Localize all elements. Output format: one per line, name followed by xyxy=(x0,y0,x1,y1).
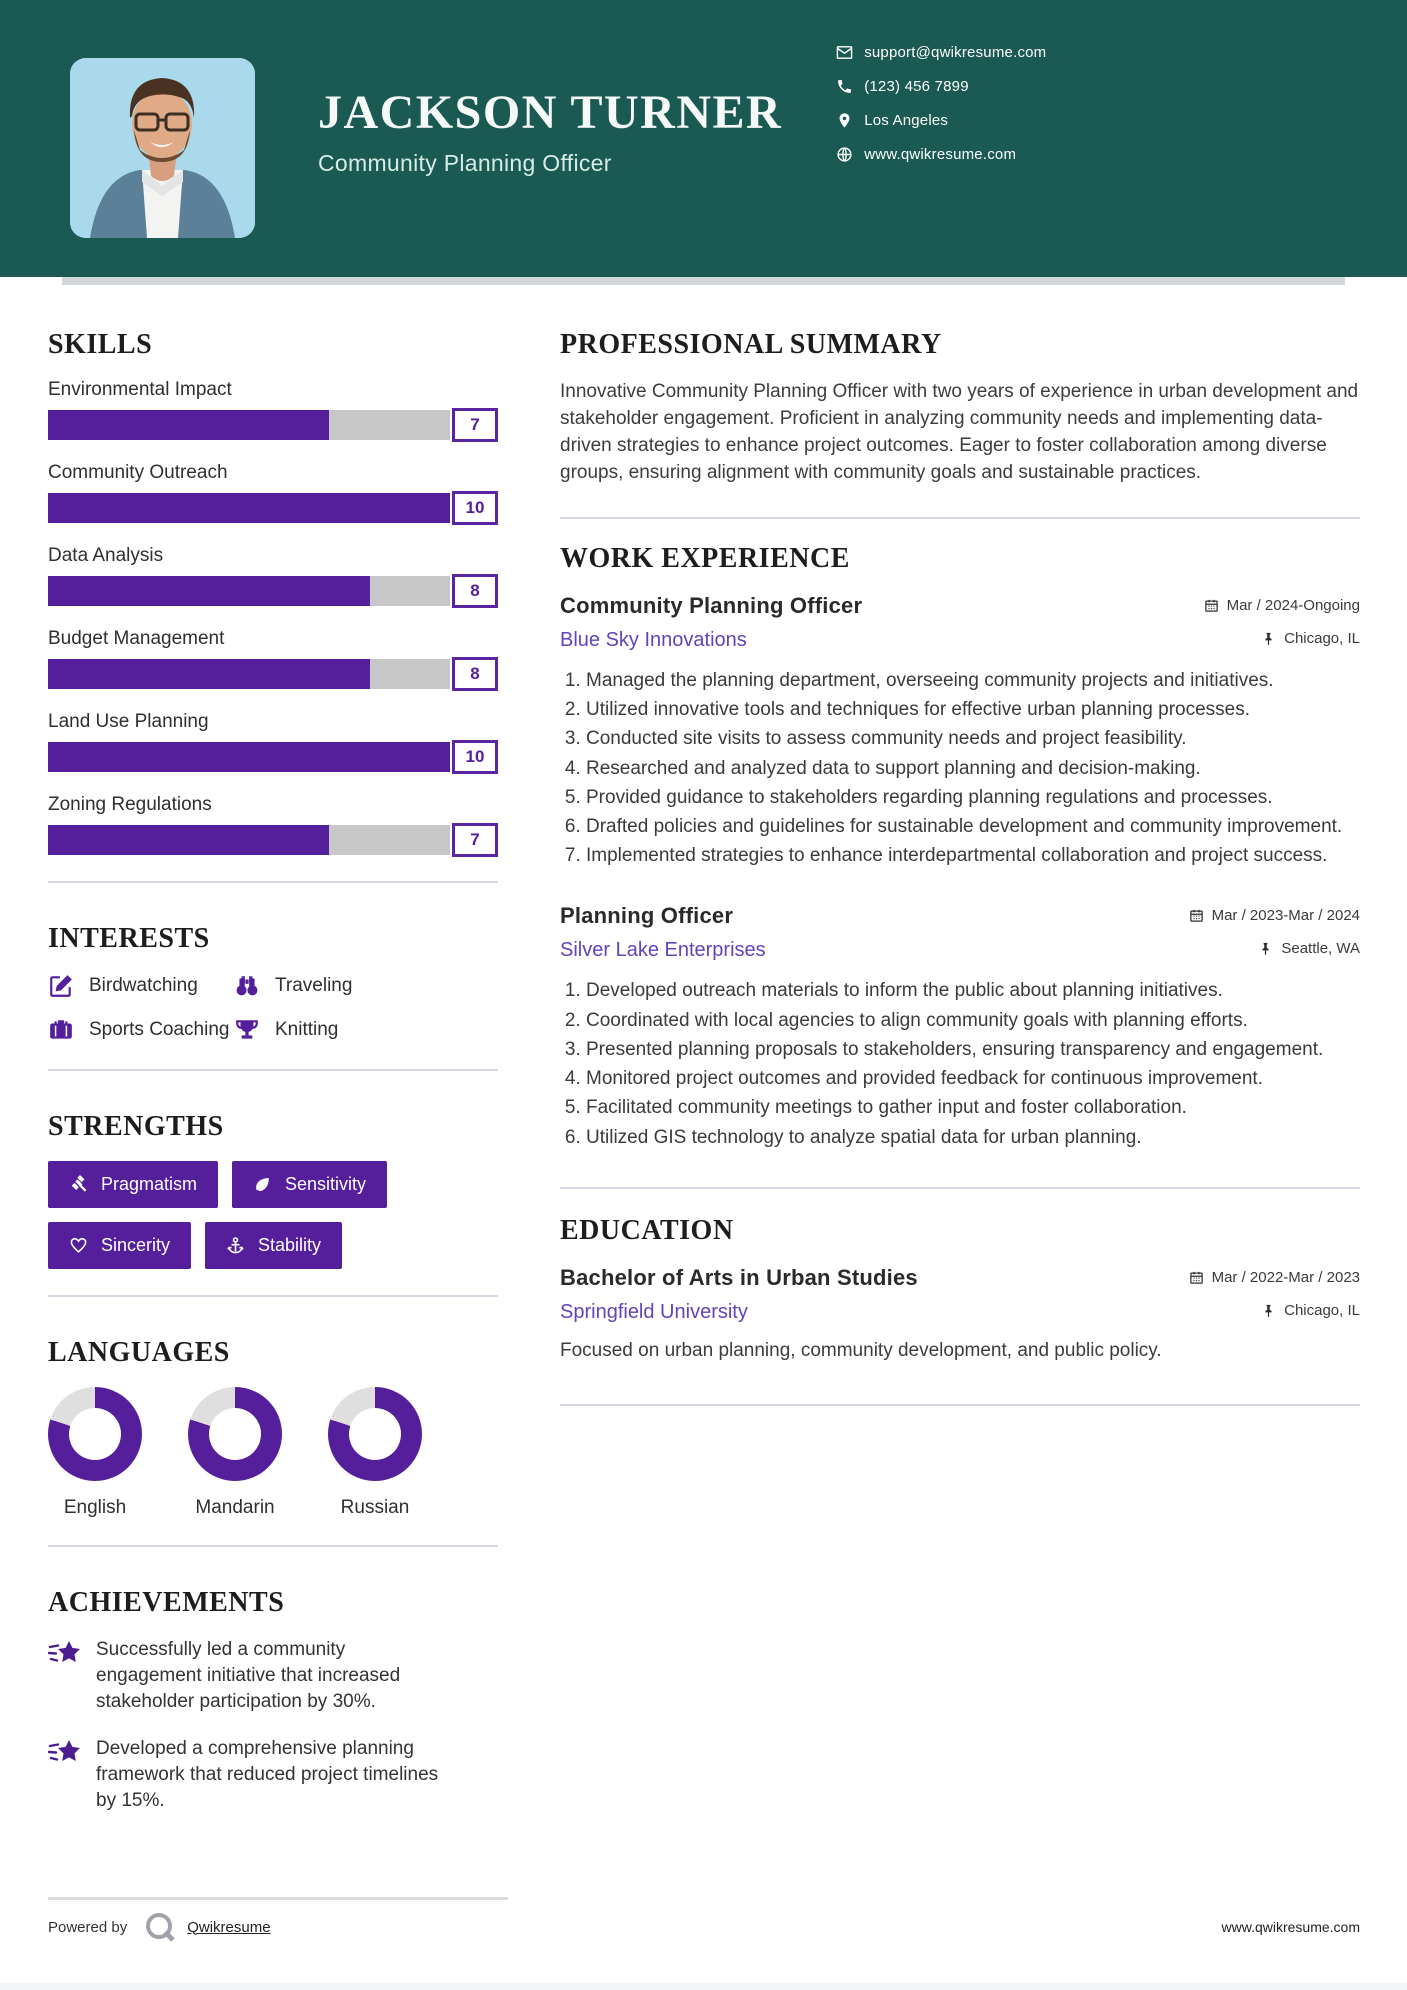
interest-label: Sports Coaching xyxy=(89,1019,230,1040)
interest-label: Traveling xyxy=(275,975,353,996)
skill-row xyxy=(48,462,498,523)
left-column xyxy=(48,329,498,1834)
school-link[interactable]: Springfield University xyxy=(560,1300,748,1323)
heart-icon xyxy=(69,1236,88,1255)
contact-email-text: support@qwikresume.com xyxy=(864,43,1047,61)
job-bullet: 5. Provided guidance to stakeholders regarding planning regulations and processes. xyxy=(586,785,1360,811)
email-icon xyxy=(836,44,853,61)
company-link[interactable]: Blue Sky Innovations xyxy=(560,628,747,651)
language-item xyxy=(48,1387,142,1519)
briefcase-icon xyxy=(48,1017,74,1043)
powered-by-label: Powered by xyxy=(48,1918,128,1936)
job-location-text: Seattle, WA xyxy=(1281,940,1360,958)
contact-phone xyxy=(836,78,1046,94)
job-bullet: 3. Conducted site visits to assess community needs and project feasibility. xyxy=(586,726,1360,752)
education-entry xyxy=(560,1265,1360,1365)
job-bullet: 7. Implemented strategies to enhance interdepartmental collaboration and project success. xyxy=(586,843,1360,869)
job-location-text: Chicago, IL xyxy=(1284,629,1360,647)
job-header xyxy=(560,903,1360,929)
skill-value-badge: 8 xyxy=(452,657,498,691)
pencil-icon xyxy=(48,973,74,999)
section-divider xyxy=(48,1545,498,1547)
contact-email xyxy=(836,44,1046,60)
job-bullet: 3. Presented planning proposals to stakeholders, ensuring transparency and engagement. xyxy=(586,1037,1360,1063)
language-donut-chart xyxy=(328,1387,422,1481)
section-divider xyxy=(560,1187,1360,1189)
section-divider xyxy=(48,1295,498,1297)
job-bullet: 2. Coordinated with local agencies to align community goals with planning efforts. xyxy=(586,1008,1360,1034)
achievement-item xyxy=(48,1637,498,1716)
strength-badge xyxy=(48,1161,218,1208)
skill-value-badge: 7 xyxy=(452,408,498,442)
strengths-heading: STRENGTHS xyxy=(48,1111,224,1142)
footer-divider xyxy=(48,1897,508,1900)
interest-item xyxy=(234,973,498,999)
qwikresume-logo-icon xyxy=(145,1912,175,1942)
footer-row xyxy=(48,1912,1360,1942)
skill-bar xyxy=(48,659,498,689)
pushpin-icon xyxy=(1261,631,1276,646)
binoculars-icon xyxy=(234,973,260,999)
summary-text: Innovative Community Planning Officer with two years of experience in urban development and stakeholder engagement. Proficient in analyzing community needs and implementing data-driven strategies to enhance project outcomes. Eager to foster collaboration among diverse groups, ensuring alignment with community goals and sustainable practices. xyxy=(560,381,1359,483)
interest-label: Birdwatching xyxy=(89,975,198,996)
header-shadow xyxy=(62,277,1345,285)
interests-list xyxy=(48,973,498,1043)
skill-bar-fill xyxy=(48,825,329,855)
person-role: Community Planning Officer xyxy=(318,150,612,177)
skill-value-badge: 7 xyxy=(452,823,498,857)
skills-heading: SKILLS xyxy=(48,329,153,360)
skill-bar-fill xyxy=(48,659,370,689)
location-icon xyxy=(836,112,853,129)
education-description: Focused on urban planning, community development, and public policy. xyxy=(560,1339,1162,1361)
job-title: Community Planning Officer xyxy=(560,592,863,618)
skill-label: Community Outreach xyxy=(48,462,228,483)
section-divider xyxy=(48,881,498,883)
degree-title: Bachelor of Arts in Urban Studies xyxy=(560,1264,918,1290)
page-bottom-strip xyxy=(0,1983,1407,1990)
skill-value-badge: 10 xyxy=(452,491,498,525)
avatar-illustration xyxy=(70,58,255,238)
skill-bar-track xyxy=(48,659,450,689)
section-divider xyxy=(560,517,1360,519)
job-dates-text: Mar / 2023-Mar / 2024 xyxy=(1211,907,1360,925)
skill-bar-fill xyxy=(48,742,450,772)
leaf-icon xyxy=(253,1175,272,1194)
shooting-star-icon xyxy=(48,1738,84,1772)
strength-label: Sincerity xyxy=(101,1235,171,1255)
education-heading: EDUCATION xyxy=(560,1214,734,1246)
skill-bar xyxy=(48,825,498,855)
education-header xyxy=(560,1265,1360,1291)
contact-location xyxy=(836,112,1046,128)
calendar-icon xyxy=(1189,908,1204,923)
achievement-text: Developed a comprehensive planning framework that reduced project timelines by 15%. xyxy=(96,1737,439,1812)
education-location-text: Chicago, IL xyxy=(1284,1301,1360,1319)
interest-item xyxy=(48,973,234,999)
job-bullet-list xyxy=(560,668,1360,870)
skill-bar-track xyxy=(48,410,450,440)
gavel-icon xyxy=(69,1175,88,1194)
job-subheader xyxy=(560,629,1360,652)
job-bullet: 5. Facilitated community meetings to gather input and foster collaboration. xyxy=(586,1095,1360,1121)
avatar xyxy=(70,58,255,238)
languages-list xyxy=(48,1387,498,1519)
job-dates-text: Mar / 2024-Ongoing xyxy=(1226,596,1360,614)
skill-bar-track xyxy=(48,576,450,606)
section-divider xyxy=(560,1404,1360,1406)
education-location xyxy=(1261,1302,1360,1319)
language-donut-chart xyxy=(188,1387,282,1481)
job-bullet: 1. Managed the planning department, overseeing community projects and initiatives. xyxy=(586,668,1360,694)
contact-phone-text: (123) 456 7899 xyxy=(864,77,969,95)
skill-label: Environmental Impact xyxy=(48,379,232,400)
language-label: English xyxy=(63,1497,127,1518)
skill-value-badge: 10 xyxy=(452,740,498,774)
strength-badge xyxy=(232,1161,387,1208)
strengths-list xyxy=(48,1161,488,1269)
experience-heading: WORK EXPERIENCE xyxy=(560,542,850,574)
job-subheader xyxy=(560,939,1360,962)
job-dates xyxy=(1204,597,1360,614)
contact-website xyxy=(836,146,1046,162)
skill-bar-fill xyxy=(48,493,450,523)
language-label: Russian xyxy=(340,1497,410,1518)
language-item xyxy=(328,1387,422,1519)
contact-location-text: Los Angeles xyxy=(864,111,949,129)
calendar-icon xyxy=(1189,1270,1204,1285)
skill-bar xyxy=(48,742,498,772)
skill-bar-track xyxy=(48,825,450,855)
interest-label: Knitting xyxy=(275,1019,339,1040)
skill-label: Land Use Planning xyxy=(48,711,209,732)
skill-bar-track xyxy=(48,742,450,772)
achievement-text: Successfully led a community engagement initiative that increased stakeholder participation by 30%. xyxy=(96,1639,401,1713)
job-bullet: 4. Monitored project outcomes and provided feedback for continuous improvement. xyxy=(586,1066,1360,1092)
person-name: JACKSON TURNER xyxy=(318,86,783,139)
job-bullet: 2. Utilized innovative tools and techniques for effective urban planning processes. xyxy=(586,697,1360,723)
skill-bar xyxy=(48,410,498,440)
skill-row xyxy=(48,794,498,855)
skill-row xyxy=(48,628,498,689)
contact-website-text: www.qwikresume.com xyxy=(864,145,1017,163)
job-dates xyxy=(1189,907,1360,924)
contact-list xyxy=(836,44,1046,180)
strength-badge xyxy=(205,1222,342,1269)
education-subheader xyxy=(560,1301,1360,1324)
skill-row xyxy=(48,711,498,772)
achievement-item xyxy=(48,1736,498,1815)
skill-bar xyxy=(48,493,498,523)
languages-heading: LANGUAGES xyxy=(48,1337,230,1368)
education-dates-text: Mar / 2022-Mar / 2023 xyxy=(1211,1268,1360,1286)
language-donut-chart xyxy=(48,1387,142,1481)
job-bullet: 6. Utilized GIS technology to analyze spatial data for urban planning. xyxy=(586,1125,1360,1151)
strength-label: Stability xyxy=(258,1235,322,1255)
phone-icon xyxy=(836,78,853,95)
job-bullet: 6. Drafted policies and guidelines for sustainable development and community improvement. xyxy=(586,814,1360,840)
skill-label: Budget Management xyxy=(48,628,225,649)
skill-bar xyxy=(48,576,498,606)
pushpin-icon xyxy=(1258,941,1273,956)
shooting-star-icon xyxy=(48,1639,84,1673)
job-title: Planning Officer xyxy=(560,903,734,929)
anchor-icon xyxy=(226,1236,245,1255)
job-bullet-list xyxy=(560,978,1360,1150)
right-column xyxy=(560,329,1360,1834)
achievements-heading: ACHIEVEMENTS xyxy=(48,1587,285,1618)
skill-bar-track xyxy=(48,493,450,523)
company-link[interactable]: Silver Lake Enterprises xyxy=(560,939,766,962)
interests-heading: INTERESTS xyxy=(48,923,210,954)
skill-row xyxy=(48,545,498,606)
skill-row xyxy=(48,379,498,440)
footer xyxy=(48,1897,1360,1942)
strength-label: Pragmatism xyxy=(101,1174,198,1194)
header xyxy=(0,0,1407,277)
content xyxy=(0,285,1407,1834)
skill-label: Data Analysis xyxy=(48,545,164,566)
summary-heading: PROFESSIONAL SUMMARY xyxy=(560,329,942,360)
interest-item xyxy=(234,1017,498,1043)
job-header xyxy=(560,593,1360,619)
job-location xyxy=(1261,630,1360,647)
job-bullet: 4. Researched and analyzed data to support planning and decision-making. xyxy=(586,756,1360,782)
strength-label: Sensitivity xyxy=(285,1174,367,1194)
section-divider xyxy=(48,1069,498,1071)
strength-badge xyxy=(48,1222,191,1269)
globe-icon xyxy=(836,146,853,163)
language-item xyxy=(188,1387,282,1519)
pushpin-icon xyxy=(1261,1303,1276,1318)
job-entry xyxy=(560,903,1360,1150)
interest-item xyxy=(48,1017,234,1043)
footer-website: www.qwikresume.com xyxy=(1221,1919,1360,1935)
trophy-icon xyxy=(234,1017,260,1043)
language-label: Mandarin xyxy=(195,1497,275,1518)
job-location xyxy=(1258,940,1360,957)
qwikresume-link[interactable]: Qwikresume xyxy=(187,1918,271,1936)
calendar-icon xyxy=(1204,598,1219,613)
education-dates xyxy=(1189,1269,1360,1286)
skill-value-badge: 8 xyxy=(452,574,498,608)
skill-bar-fill xyxy=(48,410,329,440)
job-entry xyxy=(560,593,1360,870)
skill-label: Zoning Regulations xyxy=(48,794,212,815)
skill-bar-fill xyxy=(48,576,370,606)
job-bullet: 1. Developed outreach materials to inform the public about planning initiatives. xyxy=(586,978,1360,1004)
identity-block xyxy=(318,88,782,177)
